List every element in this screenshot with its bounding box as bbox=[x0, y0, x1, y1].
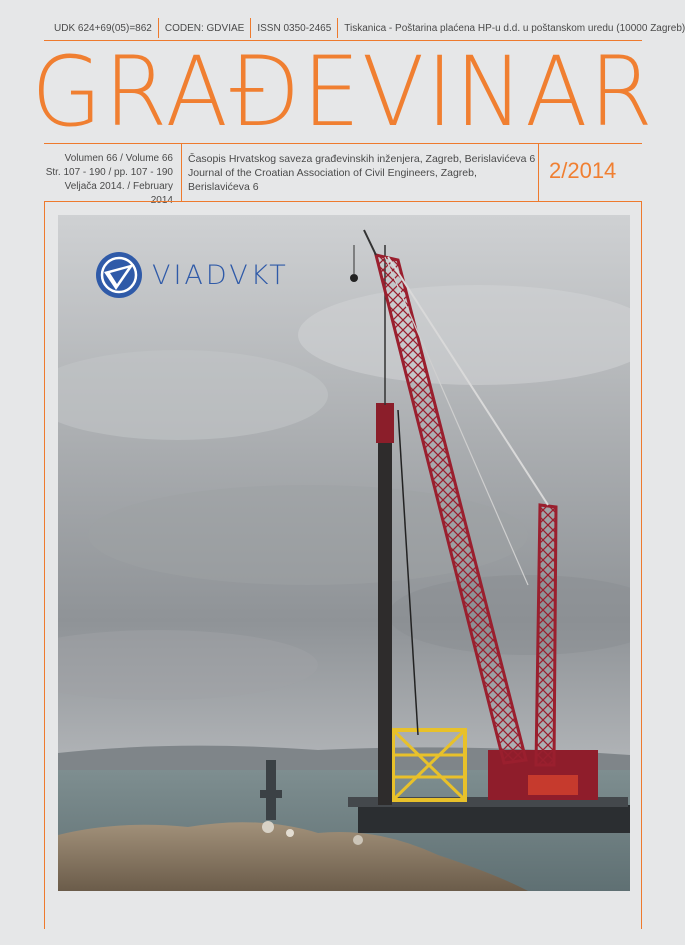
issue-info-bar bbox=[44, 143, 642, 206]
sponsor-logo bbox=[94, 250, 289, 300]
description-en: Journal of the Croatian Association of Civil Engineers, Zagreb, Berislavićeva 6 bbox=[188, 167, 477, 193]
postage-note: Tiskanica - Poštarina plaćena HP-u d.d. u poštanskom uredu (10000 Zagreb) bbox=[337, 18, 685, 38]
volume-block bbox=[44, 144, 182, 206]
journal-description bbox=[182, 144, 539, 202]
issn-code: ISSN 0350-2465 bbox=[250, 18, 337, 38]
viadukt-logo-icon bbox=[94, 250, 144, 300]
volume-label: Volumen 66 / Volume 66 bbox=[64, 153, 173, 164]
coden-code: CODEN: GDVIAE bbox=[158, 18, 250, 38]
issue-number: 2/2014 bbox=[549, 158, 617, 183]
cover-photo bbox=[58, 215, 630, 891]
crane-scene-illustration bbox=[58, 215, 630, 891]
logo-text: VIADVKT bbox=[152, 259, 289, 291]
date-label: Veljača 2014. / February 2014 bbox=[64, 181, 173, 206]
pages-label: Str. 107 - 190 / pp. 107 - 190 bbox=[45, 167, 173, 178]
masthead-title: GRAĐEVINAR bbox=[31, 36, 655, 148]
description-hr: Časopis Hrvatskog saveza građevinskih inženjera, Zagreb, Berislavićeva 6 bbox=[188, 153, 536, 165]
udk-code: UDK 624+69(05)=862 bbox=[54, 22, 152, 34]
